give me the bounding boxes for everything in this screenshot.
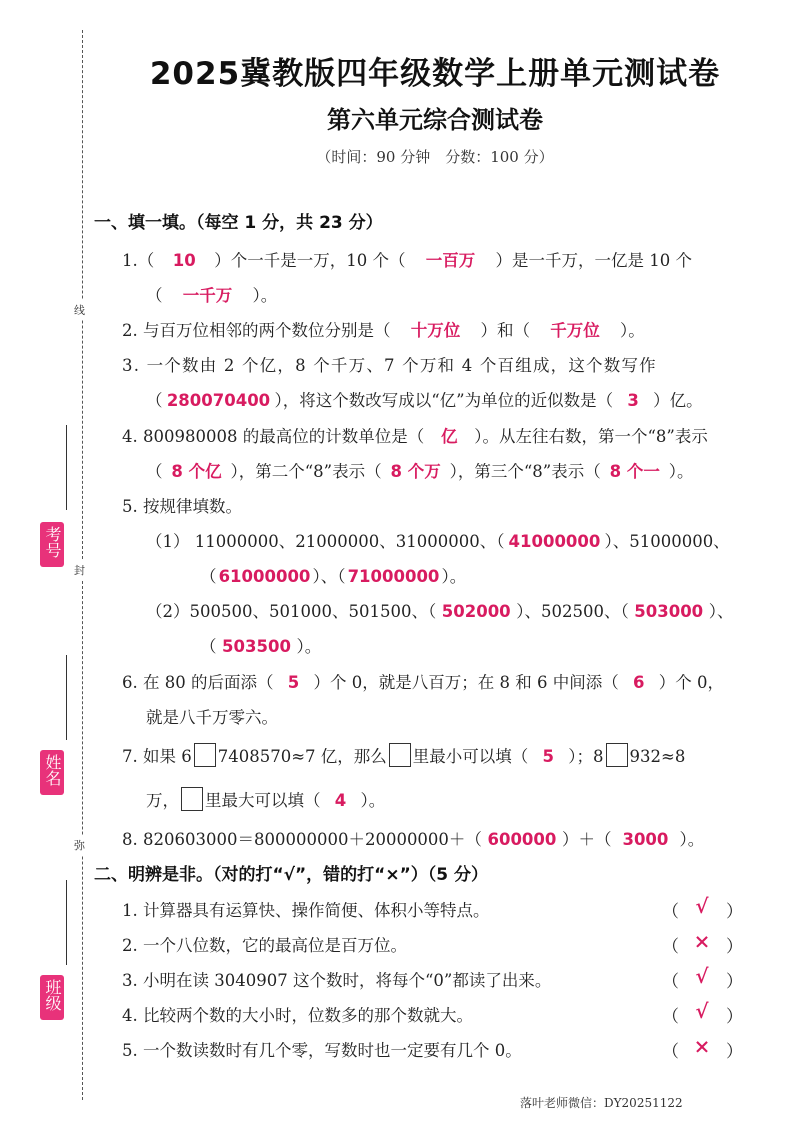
judge-item-5-text: 5. 一个数读数时有几个零，写数时也一定要有几个 0。 (122, 1041, 522, 1060)
q8-answer-1: 600000 (487, 830, 557, 849)
q2-text-b: ）和（ (480, 321, 530, 340)
q4-line1 (122, 423, 708, 447)
q7-text-a: 7. 如果 6 (122, 747, 192, 766)
judge-item-5-open: （ (662, 1042, 679, 1062)
q2-text-a: 2. 与百万位相邻的两个数位分别是（ (122, 321, 391, 340)
q5-p2-answer-3: 503500 (222, 637, 291, 656)
q1-text-a: 1.（ (122, 251, 155, 270)
q7-line2 (146, 787, 385, 811)
q7-blank-box-3[interactable] (606, 743, 628, 767)
q3-text-c: ），将这个数改写成以“亿”为单位的近似数是（ (274, 391, 614, 410)
q5-p2-answer-1: 502000 (441, 602, 511, 621)
q4-line2 (146, 458, 694, 482)
q3-line1: 3. 一个数由 2 个亿，8 个千万、7 个万和 4 个百组成，这个数写作 (122, 356, 657, 375)
judge-item-5-mark: × (693, 1034, 711, 1058)
q6-text-a: 6. 在 80 的后面添（ (122, 673, 274, 692)
q1-text-d: （ (146, 286, 163, 305)
q4-answer-2: 8 个亿 (171, 462, 222, 481)
judge-item-4-mark: √ (695, 999, 709, 1023)
q5-p2-line2 (200, 633, 321, 657)
q6-line2: 就是八千万零六。 (146, 708, 278, 727)
q7-text-b: 7408570≈7 亿，那么 (217, 747, 387, 766)
q8-text-b: ）＋（ (561, 830, 612, 849)
q5-p1-text-c: （ (200, 567, 217, 586)
q7-blank-box-2[interactable] (389, 743, 411, 767)
judge-item-3-open: （ (662, 972, 679, 992)
binding-secret-char: 弥 (74, 835, 85, 855)
kaohao-label: 考号 (43, 526, 62, 558)
q7-text-f: 万， (146, 791, 179, 810)
q5-p1-text-d: ）、（ (312, 567, 346, 586)
q1-text-e: ）。 (252, 286, 278, 305)
q6-text-b: ）个 0，就是八百万；在 8 和 6 中间添（ (313, 673, 619, 692)
q5-p1-line2 (200, 563, 466, 587)
banji-write-line (66, 880, 67, 965)
q1-line2 (146, 282, 277, 306)
xingming-badge (40, 750, 64, 795)
q7-text-g: 里最大可以填（ (205, 791, 321, 810)
q7-text-d: ）；8 (568, 747, 604, 766)
q1-answer-2: 一百万 (425, 251, 476, 270)
q5-p1-text-a: （1） 11000000、21000000、31000000、（ (146, 532, 505, 551)
judge-item-1-close: ） (726, 902, 743, 922)
q5-p2-text-e: ）。 (296, 637, 322, 656)
judge-item-5-close: ） (726, 1042, 743, 1062)
q3-answer-1: 280070400 (166, 391, 271, 410)
q4-text-a: 4. 800980008 的最高位的计数单位是（ (122, 427, 425, 446)
q4-answer-1: 亿 (440, 427, 458, 446)
q4-answer-4: 8 个一 (609, 462, 660, 481)
judge-item-1-text: 1. 计算器具有运算快、操作简便、体积小等特点。 (122, 901, 490, 920)
q5-p1-text-e: ）。 (441, 567, 467, 586)
q5-p1-answer-1: 41000000 (508, 532, 601, 551)
q3-line2 (146, 387, 703, 411)
banji-label: 班级 (43, 979, 62, 1011)
q5-p1-text-b: ）、51000000、 (604, 532, 730, 551)
q8-answer-2: 3000 (622, 830, 669, 849)
q7-blank-box-4[interactable] (181, 787, 203, 811)
q3-answer-2: 3 (627, 391, 639, 410)
kaohao-badge (40, 522, 64, 567)
section2-heading: 二、明辨是非。（对的打“√”，错的打“×”）（5 分） (94, 865, 489, 885)
judge-item-2-open: （ (662, 937, 679, 957)
q7-text-e: 932≈8 (629, 747, 686, 766)
xingming-label: 姓名 (43, 754, 62, 786)
q3-text-b: （ (146, 391, 163, 410)
q1-text-c: ）是一千万，一亿是 10 个 (495, 251, 692, 270)
binding-seal-char: 封 (74, 560, 85, 580)
q5-p2-answer-2: 503000 (634, 602, 704, 621)
q7-answer-1: 5 (542, 747, 555, 766)
q4-text-e: ），第三个“8”表示（ (449, 462, 601, 481)
section1-heading: 一、填一填。（每空 1 分，共 23 分） (94, 213, 383, 233)
q5-title: 5. 按规律填数。 (122, 497, 242, 516)
q7-answer-2: 4 (334, 791, 347, 810)
q5-p2-text-d: （ (200, 637, 217, 656)
q4-text-d: ），第二个“8”表示（ (230, 462, 382, 481)
q5-p1-answer-2: 61000000 (218, 567, 311, 586)
binding-line-char: 线 (74, 300, 85, 320)
page-title: 2025冀教版四年级数学上册单元测试卷 (149, 56, 721, 92)
q3-text-d: ）亿。 (653, 391, 703, 410)
q5-p2-text-b: ）、502500、（ (516, 602, 629, 621)
q2-answer-1: 十万位 (410, 321, 461, 340)
kaohao-write-line (66, 425, 67, 510)
judge-item-2-text: 2. 一个八位数，它的最高位是百万位。 (122, 936, 407, 955)
banji-badge (40, 975, 64, 1020)
q8-text-a: 8. 820603000＝800000000＋20000000＋（ (122, 830, 482, 849)
page-subtitle: 第六单元综合测试卷 (327, 106, 543, 134)
q8-text-c: ）。 (679, 830, 705, 849)
judge-item-4-open: （ (662, 1007, 679, 1027)
judge-item-1-mark: √ (695, 894, 709, 918)
q7-blank-box-1[interactable] (194, 743, 216, 767)
q6-answer-2: 6 (632, 673, 645, 692)
judge-item-3-close: ） (726, 972, 743, 992)
q4-text-b: ）。从左往右数，第一个“8”表示 (474, 427, 708, 446)
judge-item-3-mark: √ (695, 964, 709, 988)
judge-item-2-mark: × (693, 929, 711, 953)
q5-p2-text-c: ）、 (708, 602, 734, 621)
judge-item-3-text: 3. 小明在读 3040907 这个数时，将每个“0”都读了出来。 (122, 971, 552, 990)
q1-answer-1: 10 (172, 251, 196, 270)
q6-text-c: ）个 0， (658, 673, 724, 692)
footer-contact: 落叶老师微信：DY20251122 (520, 1096, 683, 1110)
q6-line1 (122, 669, 724, 693)
q7-text-c: 里最小可以填（ (412, 747, 529, 766)
xingming-write-line (66, 655, 67, 740)
q4-answer-3: 8 个万 (390, 462, 441, 481)
q7-line1 (122, 743, 685, 767)
q1-line1 (122, 247, 692, 271)
judge-item-4-close: ） (726, 1007, 743, 1027)
q7-text-h: ）。 (360, 791, 386, 810)
q4-text-c: （ (146, 462, 163, 481)
q2-line (122, 317, 645, 341)
q6-answer-1: 5 (287, 673, 300, 692)
q4-text-f: ）。 (668, 462, 694, 481)
q8-line (122, 826, 704, 850)
q5-p2-line1 (146, 598, 733, 622)
q2-text-c: ）。 (620, 321, 645, 340)
q2-answer-2: 千万位 (550, 321, 600, 340)
q5-p2-text-a: （2）500500、501000、501500、（ (146, 602, 437, 621)
q5-p1-answer-3: 71000000 (347, 567, 440, 586)
q1-text-b: ）个一千是一万，10 个（ (214, 251, 406, 270)
q1-answer-3: 一千万 (182, 286, 233, 305)
q5-p1-line1 (146, 528, 730, 552)
judge-item-4-text: 4. 比较两个数的大小时，位数多的那个数就大。 (122, 1006, 473, 1025)
judge-item-1-open: （ (662, 902, 679, 922)
exam-meta: （时间：90 分钟 分数：100 分） (316, 148, 554, 166)
judge-item-2-close: ） (726, 937, 743, 957)
